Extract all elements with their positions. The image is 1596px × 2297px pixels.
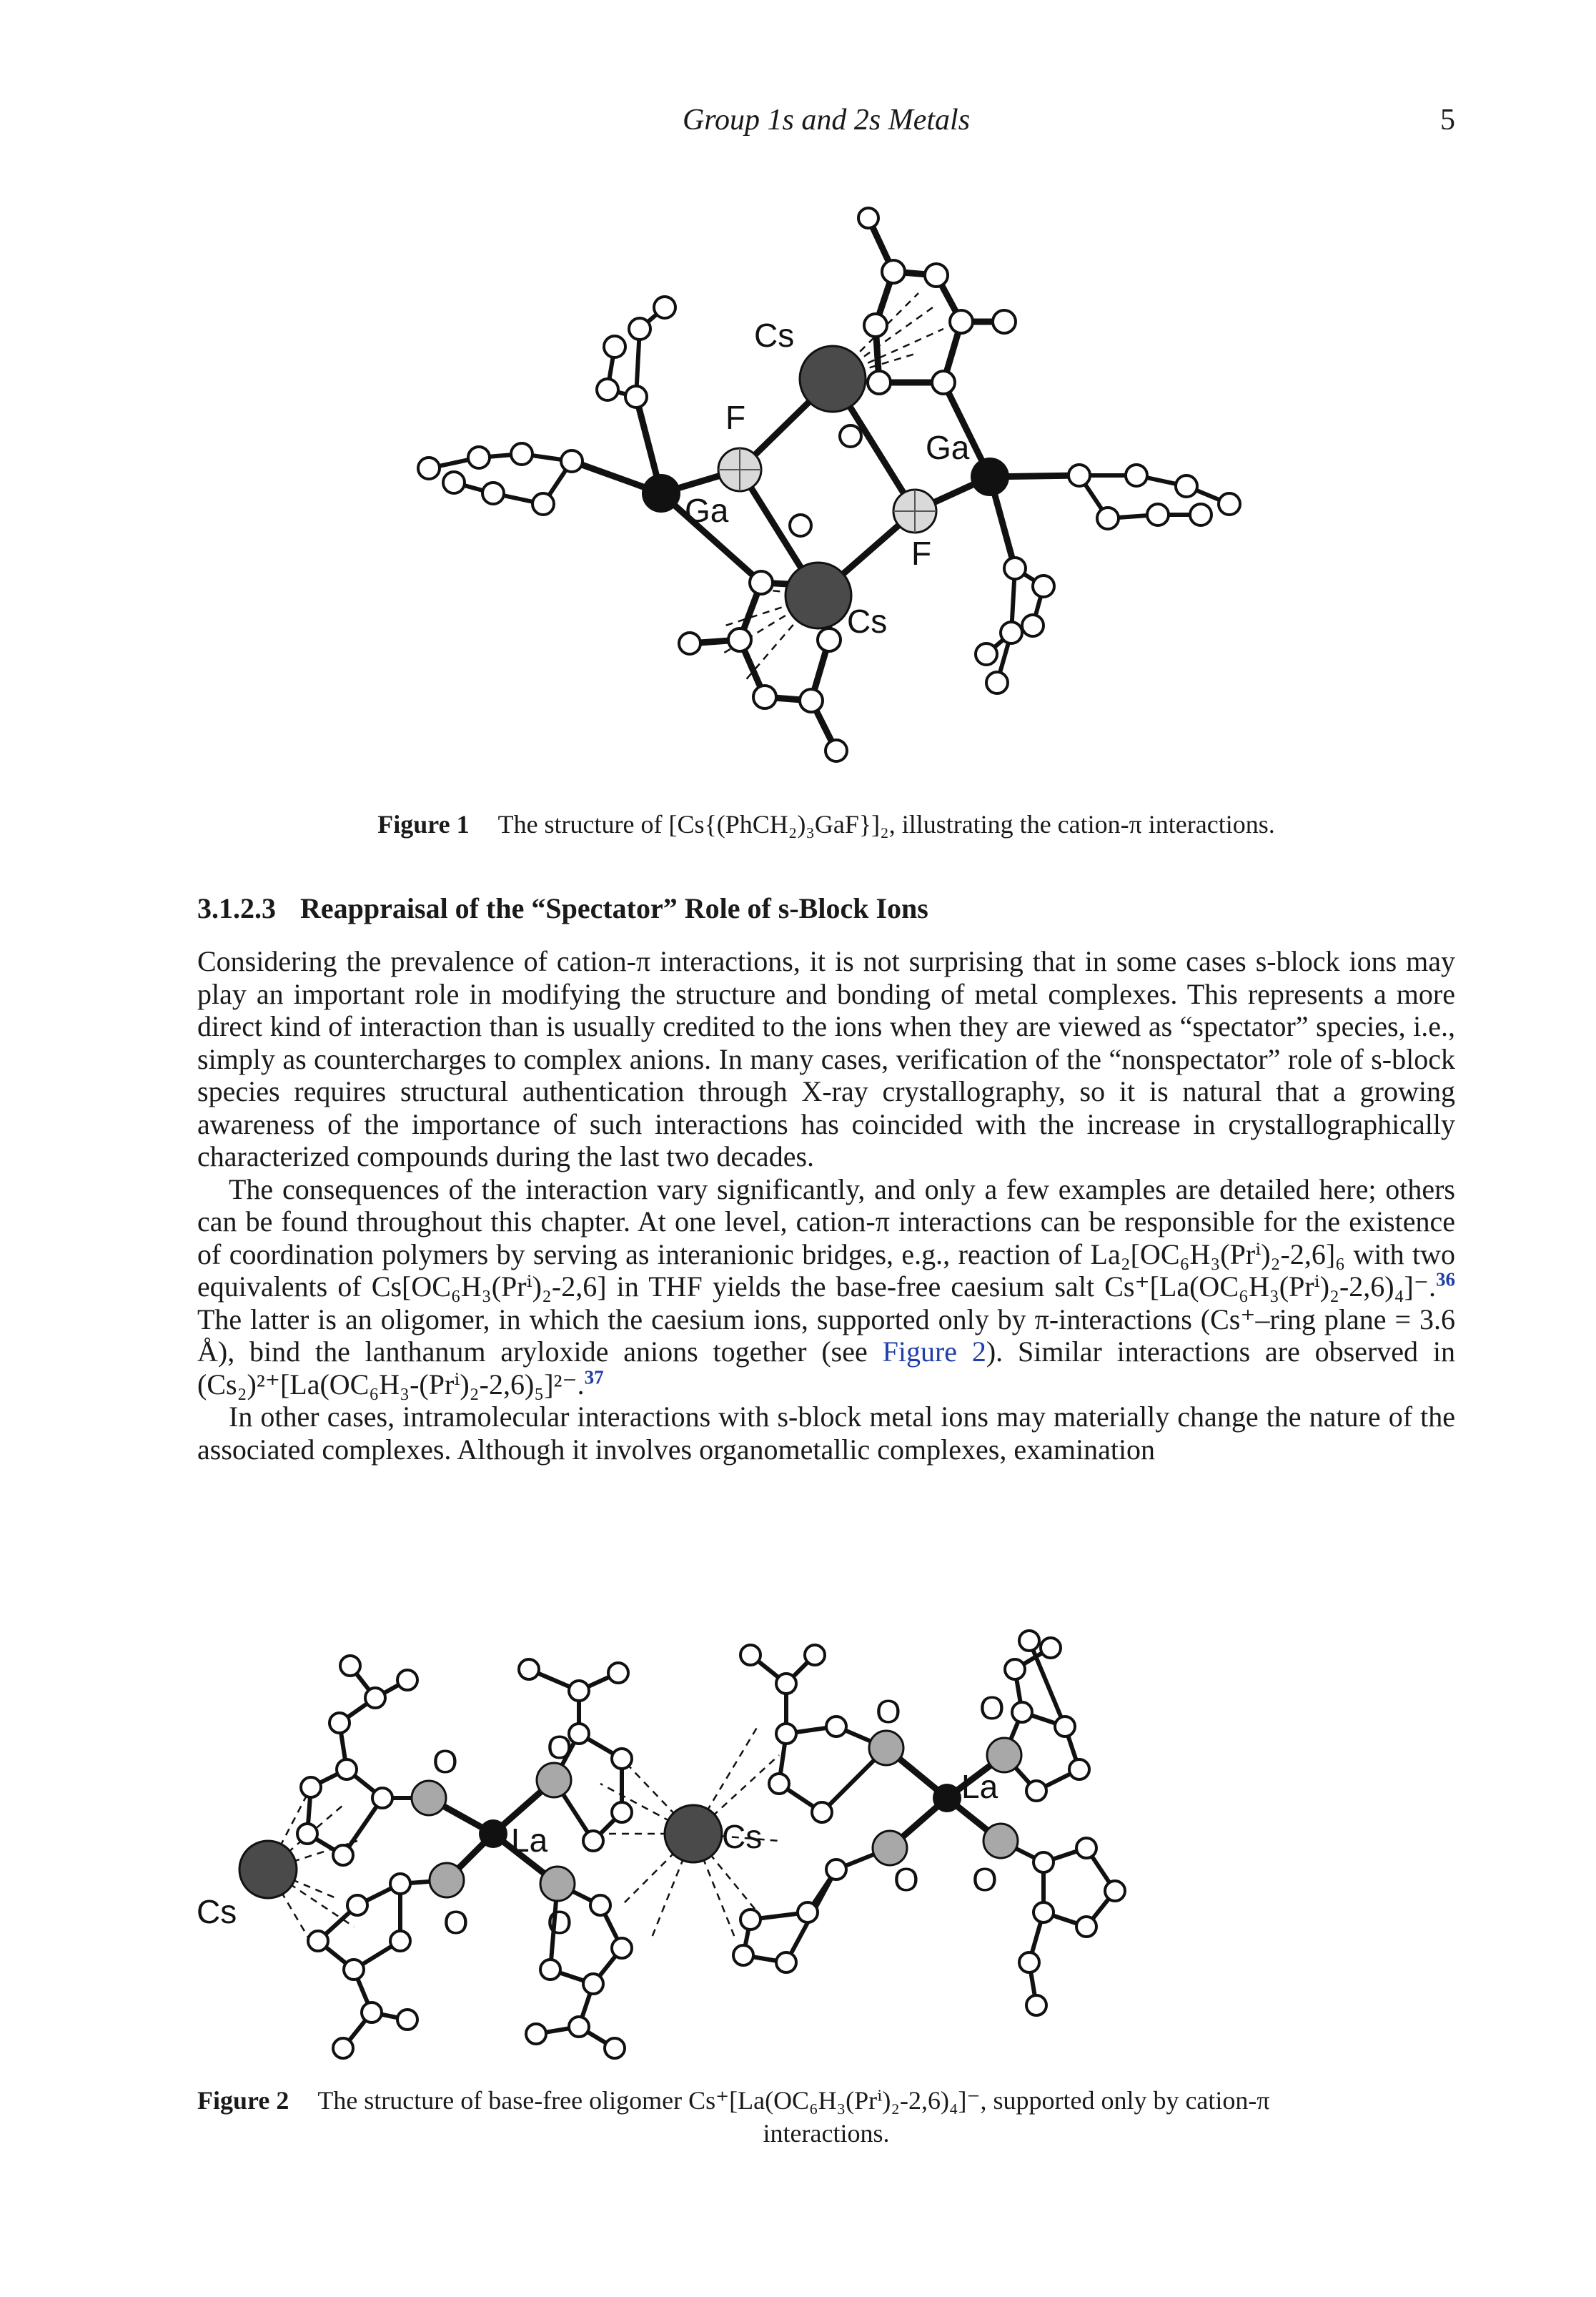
figure-2-link[interactable]: Figure 2 — [882, 1335, 986, 1368]
label-o-1: O — [432, 1743, 458, 1780]
figure-1-caption — [197, 808, 1455, 841]
page-number: 5 — [1440, 104, 1455, 137]
paragraph-2-part-c: ). Similar interactions are observed in (Cs₂)²⁺[La(OC₆H₃-(Prⁱ)₂-2,6)₅]²⁻. — [197, 1335, 1455, 1401]
body-text — [197, 945, 1455, 1466]
paragraph-2-part-b: The latter is an oligomer, in which the caesium ions, supported only by π-interactions (Cs⁺–ring plane = 3.6 Å), bind the lanthanum aryloxide anions together (see — [197, 1303, 1455, 1368]
ga-atom-left — [642, 474, 680, 513]
carbon-atoms — [418, 208, 1240, 761]
paragraph-1: Considering the prevalence of cation-π interactions, it is not surprising that in some cases s-block ions may play an important role in modifying the structure and bonding of metal complexes. This represents a more direct kind of interaction than is usually credited to the ions when they are viewed as “spectator” species, i.e., simply as countercharges to complex anions. In many cases, verification of the “nonspectator” role of s-block species requires structural authentication through X-ray crystallography, so it is natural that a growing awareness of the importance of such interactions has coincided with the increase in crystallographically characterized compounds during the last two decades. — [197, 945, 1455, 1172]
paragraph-3: In other cases, intramolecular interactions with s-block metal ions may materially change the nature of the associated complexes. Although it involves organometallic complexes, examination — [197, 1401, 1455, 1466]
figure-1-caption-text: The structure of [Cs{(PhCH₂)₃GaF}]₂, illustrating the cation-π interactions. — [497, 810, 1275, 839]
label-cs-left: Cs — [197, 1893, 237, 1930]
section-title: Reappraisal of the “Spectator” Role of s-Block Ions — [300, 892, 928, 924]
label-o-2: O — [443, 1904, 469, 1941]
reference-36[interactable]: 36 — [1436, 1268, 1455, 1290]
label-o-7: O — [893, 1861, 919, 1898]
cs-atom-top — [800, 346, 866, 412]
cs-atom-center — [665, 1805, 722, 1862]
label-o-5: O — [876, 1693, 901, 1730]
figure-1-svg — [400, 168, 1251, 797]
label-ga-left: Ga — [685, 492, 729, 529]
paragraph-2-part-a: The consequences of the interaction vary significantly, and only a few examples are detailed here; others can be found throughout this chapter. At one level, cation-π interactions can be responsible for the existence of coordination polymers by serving as interanionic bridges, e.g., reaction of La₂[OC₆H₃(Prⁱ)₂-2,6]₆ with two equivalents of Cs[OC₆H₃(Prⁱ)₂-2,6] in THF yields the base-free caesium salt Cs⁺[La(OC₆H₃(Prⁱ)₂-2,6)₄]⁻. — [197, 1172, 1455, 1303]
running-title: Group 1s and 2s Metals — [682, 104, 971, 137]
section-heading — [197, 889, 1455, 929]
label-f-right: F — [911, 535, 932, 572]
reference-37[interactable]: 37 — [584, 1366, 604, 1388]
figure-1-structure — [400, 168, 1251, 797]
label-la-right: La — [961, 1768, 998, 1805]
label-o-3: O — [547, 1729, 573, 1766]
label-la-left: La — [511, 1822, 548, 1859]
figure-2-caption-text: The structure of base-free oligomer Cs⁺[La(OC₆H₃(Prⁱ)₂-2,6)₄]⁻, supported only by cation-π — [317, 2086, 1270, 2115]
f-atom-right — [893, 490, 936, 533]
section-number: 3.1.2.3 — [197, 892, 276, 924]
figure-2-svg — [193, 1605, 1408, 2077]
figure-1-caption-label: Figure 1 — [377, 810, 470, 839]
label-cs-center: Cs — [722, 1818, 763, 1855]
running-head — [197, 99, 1455, 142]
cs-atom-left — [239, 1841, 297, 1898]
label-ga-right: Ga — [926, 429, 970, 466]
core-bonds — [429, 218, 1229, 751]
label-o-8: O — [972, 1861, 998, 1898]
cs-atom-bottom — [785, 563, 851, 628]
figure-2-caption-tail: interactions. — [763, 2119, 890, 2148]
ga-atom-right — [971, 458, 1009, 496]
la-atom-left — [479, 1819, 507, 1848]
la-atom-right — [933, 1784, 961, 1812]
label-cs-bottom: Cs — [847, 603, 888, 640]
figure-2-caption — [197, 2084, 1455, 2150]
label-cs-top: Cs — [754, 317, 795, 354]
label-o-4: O — [547, 1904, 573, 1941]
f-atom-left — [718, 448, 761, 491]
figure-2-structure — [193, 1605, 1408, 2077]
figure-2-caption-label: Figure 2 — [197, 2086, 289, 2115]
label-f-left: F — [725, 399, 746, 436]
label-o-6: O — [979, 1689, 1005, 1727]
paragraph-2 — [197, 1173, 1455, 1401]
